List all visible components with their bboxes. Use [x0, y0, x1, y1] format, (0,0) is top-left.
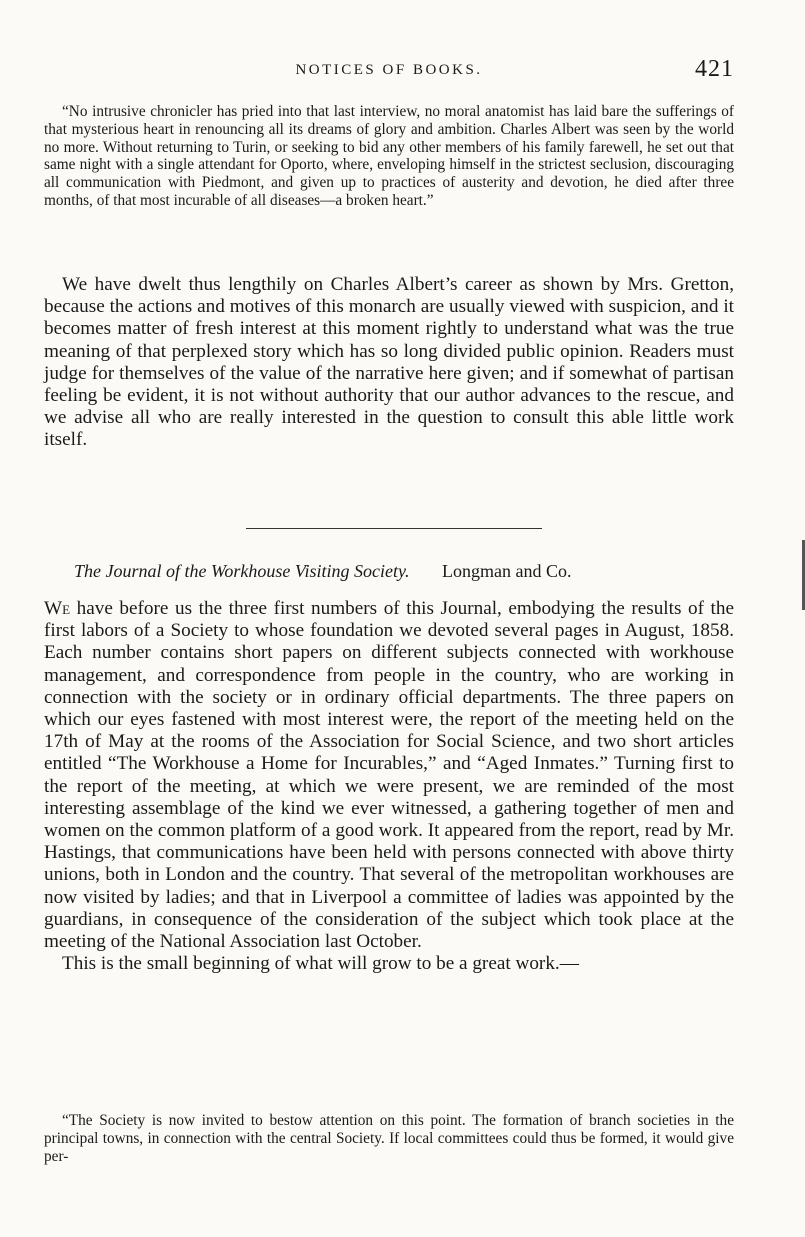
body-paragraph-text: have before us the three first numbers of this Journal, embodying the results of the first labors of a Society to whose foundation we devoted several pages in August, 1858. Each number contains short papers on different subjects connected with workhouse management, and correspondence from people in the country, who are working in connection with the society or in ordinary official departments. The three papers on which our eyes fastened with most interest were, the report of the meeting held on the 17th of May at the rooms of the Association for Social Science, and two short articles entitled “The Workhouse a Home for Incurables,” and “Aged Inmates.” Turning first to the report of the meeting, at which we were present, we are reminded of the most interesting assemblage of the kind we ever witnessed, a gathering together of men and women on the common platform of a good work. It appeared from the report, read by Mr. Hastings, that communications have been held with persons connected with above thirty unions, both in London and the country. That several of the metropolitan workhouses are now visited by ladies; and that in Liverpool a committee of ladies was appointed by the guardians, in consequence of the consideration of the subject which took place at the meeting of the National Association last October.	[44, 598, 734, 953]
body-paragraph: We have dwelt thus lengthily on Charles Albert’s career as shown by Mrs. Gretton, because the actions and motives of this monarch are usually viewed with suspicion, and it becomes matter of fresh interest at this moment rightly to understand what was the true meaning of that perplexed story which has so long divided public opinion. Readers must judge for themselves of the value of the narrative here given; and if somewhat of partisan feeling be evident, it is not without authority that our author advances to the rescue, and we advise all who are really interested in the question to consult this able little work itself.	[44, 274, 734, 451]
book-publisher: Longman and Co.	[441, 561, 572, 581]
book-title: The Journal of the Workhouse Visiting Society.	[74, 561, 410, 581]
block-quote-charles-albert	[44, 103, 734, 210]
section-divider	[246, 528, 542, 529]
running-title: NOTICES OF BOOKS.	[295, 62, 483, 78]
book-heading	[74, 561, 714, 582]
body-paragraph	[44, 598, 734, 953]
quote-paragraph: “The Society is now invited to bestow attention on this point. The formation of branch societies in the principal towns, in connection with the central Society. If local committees could thus be formed, it would give per-	[44, 1112, 734, 1165]
body-paragraph: This is the small beginning of what will grow to be a great work.—	[62, 953, 579, 975]
quote-paragraph: “No intrusive chronicler has pried into that last interview, no moral anatomist has laid bare the sufferings of that mysterious heart in renouncing all its dreams of glory and ambition. Charles Albert was seen by the world no more. Without returning to Turin, or seeking to bid any other members of his family farewell, he set out that same night with a single attendant for Oporto, where, enveloping himself in the strictest seclusion, discouraging all communication with Piedmont, and given up to practices of austerity and devotion, he died after three months, of that most incurable of all diseases—a broken heart.”	[44, 103, 734, 209]
page-number: 421	[695, 56, 734, 82]
block-quote-society	[44, 1112, 734, 1165]
review-conclusion	[44, 274, 734, 452]
lead-in-word: We	[44, 598, 71, 619]
running-head	[44, 56, 734, 90]
review-body	[44, 598, 734, 975]
